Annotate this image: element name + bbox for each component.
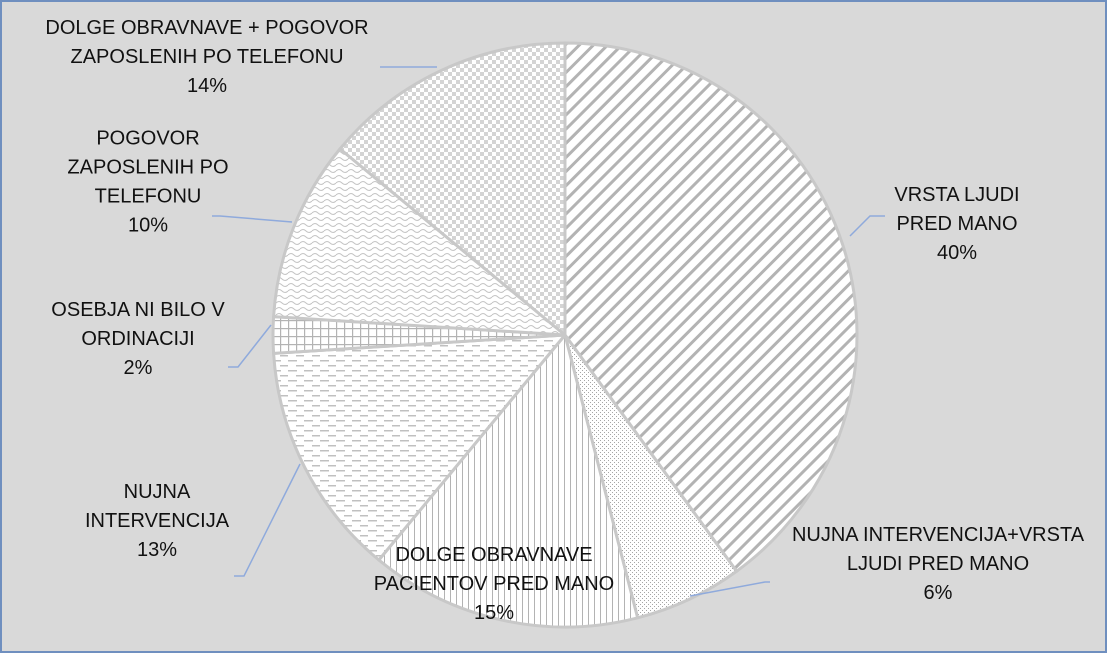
slice-category-label: TELEFONU [94,185,202,208]
slice-category-label: ZAPOSLENIH PO [67,156,229,179]
slice-category-label: DOLGE OBRAVNAVE [395,544,593,566]
leader-line-5 [228,325,271,367]
slice-label-7 [45,17,368,97]
slice-category-label: NUJNA INTERVENCIJA+VRSTA [791,524,1085,546]
slice-category-label: POGOVOR [96,127,200,150]
leader-line-6 [212,216,292,222]
slice-label-2 [792,524,1085,604]
pie-slices [273,43,857,627]
slice-percent-label: 14% [186,75,228,97]
slice-category-label: INTERVENCIJA [84,510,230,532]
slice-percent-label: 2% [123,357,153,379]
slice-category-label: LJUDI PRED MANO [846,553,1030,575]
slice-category-label: VRSTA LJUDI [894,184,1020,206]
slice-category-label: DOLGE OBRAVNAVE + POGOVOR [45,17,369,39]
slice-category-label: OSEBJA NI BILO V [51,299,225,321]
slice-label-4 [85,481,230,561]
slice-percent-label: 40% [936,242,978,264]
slice-category-label: ZAPOSLENIH PO TELEFONU [70,46,344,68]
slice-category-label: NUJNA [123,481,191,503]
slice-percent-label: 6% [923,582,953,604]
slice-label-1 [894,184,1019,264]
slice-category-label: ORDINACIJI [81,328,195,350]
leader-line-1 [850,216,885,236]
slice-percent-label: 13% [136,539,178,561]
slice-category-label: PACIENTOV PRED MANO [373,573,615,595]
slice-label-6 [67,128,228,237]
slice-category-label: PRED MANO [896,213,1018,235]
slice-percent-label: 15% [473,602,515,624]
slice-percent-label: 10% [127,214,169,237]
slice-label-5 [51,299,225,379]
leader-line-4 [234,464,300,576]
